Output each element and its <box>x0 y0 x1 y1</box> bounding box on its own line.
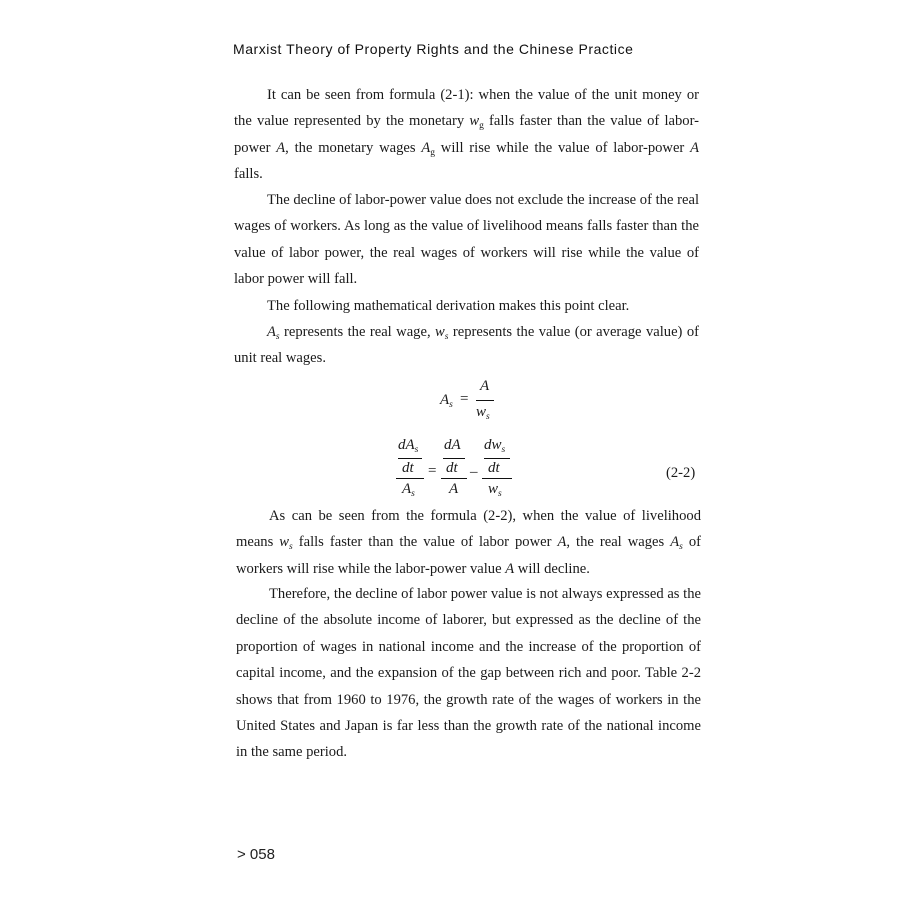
paragraph-derivation-intro: The following mathematical derivation makes this point clear. <box>267 298 630 314</box>
paragraph-formula-2-1: It can be seen from formula (2-1): when the value of the unit money or the value represented by the monetary $w_g$ falls faster than the value of labor-power A, the monetary wages $A_g$ will rise while the value of labor-power A falls. <box>234 87 699 183</box>
paragraph-real-wages: The decline of labor-power value does not exclude the increase of the real wages of workers. As long as the value of livelihood means falls faster than the value of labor power, the real wages of workers will rise while the value of labor power will fall. <box>234 192 699 288</box>
running-header: Marxist Theory of Property Rights and the Chinese Practice <box>233 41 634 57</box>
paragraph-income-gap: Therefore, the decline of labor power value is not always expressed as the decline of the absolute income of laborer, but expressed as the decline of the proportion of wages in national income and the increase of the proportion of capital income, and the expansion of the gap between rich and poor. Table 2-2 shows that from 1960 to 1976, the growth rate of the wages of workers in the United States and Japan is far less than the growth rate of the national income in the same period. <box>236 586 701 761</box>
equation-label: (2-2) <box>666 465 696 481</box>
paragraph-formula-2-2: As can be seen from the formula (2-2), when the value of livelihood means $w_s$ falls faster than the value of labor power A, the real wages $A_s$ of workers will rise while the labor-power value A will decline. <box>236 508 701 577</box>
page-number: > 058 <box>237 846 275 863</box>
paragraph-variable-definitions: $A_s$ represents the real wage, $w_s$ represents the value (or average value) of unit real wages. <box>234 324 699 367</box>
